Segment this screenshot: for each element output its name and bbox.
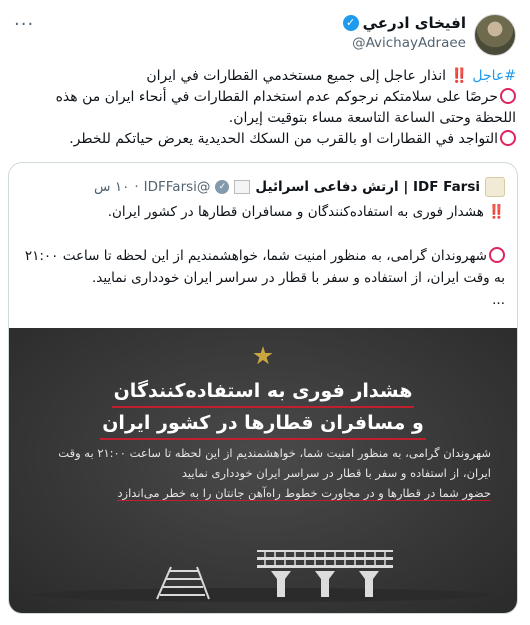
quoted-tweet[interactable] <box>8 162 518 614</box>
tweet-line-2-text: حرصًا على سلامتكم نرجوكم عدم استخدام القطارات في أنحاء ايران من هذه اللحظة وحتى الساعة التاسعة مساء بتوقيت إيران. <box>55 89 516 126</box>
verified-badge-icon: ✓ <box>343 15 359 31</box>
hashtag-link[interactable]: #عاجل <box>472 68 516 84</box>
image-title-line-2: و مسافران قطارها در کشور ایران <box>100 408 426 440</box>
quoted-line-2-text: شهروندان گرامی، به منظور امنیت شما، خواهشمندیم از این لحظه تا ساعت ۲۱:۰۰ به وقت ایران، از استفاده و سفر با قطار در سراسر ایران خودداری نمایید. <box>24 248 505 286</box>
more-dots-icon[interactable]: ··· <box>14 14 35 35</box>
tweet-line-2 <box>14 87 516 129</box>
gray-verified-badge-icon: ✓ <box>215 180 229 194</box>
author-name-row <box>343 14 466 32</box>
author-handle[interactable]: @AvichayAdraee <box>352 35 466 51</box>
image-body-line-3: حضور شما در قطارها و در مجاورت خطوط راه‌آهن جانتان را به خطر می‌اندازد <box>117 486 491 500</box>
quoted-image[interactable] <box>9 328 517 613</box>
red-circle-icon <box>489 247 505 263</box>
flag-icon <box>234 180 250 194</box>
red-circle-icon <box>500 88 516 104</box>
avatar[interactable] <box>474 14 516 56</box>
quoted-text <box>21 201 505 311</box>
tweet-header <box>0 10 530 60</box>
quoted-display-name[interactable]: IDF Farsi | ارتش دفاعی اسرائیل <box>255 179 480 195</box>
image-title <box>9 376 517 440</box>
quoted-tweet-header: IDF Farsi | ارتش دفاعی اسرائیل ✓ @IDFFarsi · ۱۰ س <box>94 177 505 197</box>
double-exclamation-icon: ‼️ <box>488 204 505 220</box>
quoted-line-1 <box>21 201 505 223</box>
quoted-time[interactable]: ۱۰ س <box>94 179 130 195</box>
quoted-handle[interactable]: @IDFFarsi <box>143 179 211 195</box>
image-title-line-1: هشدار فوری به استفاده‌کنندگان <box>112 376 415 408</box>
quoted-avatar[interactable] <box>485 177 505 197</box>
tweet-text <box>14 66 516 150</box>
image-body-line-2: ایران، از استفاده و سفر با قطار در سراسر ایران خودداری نمایید <box>181 466 491 480</box>
image-body-line-1: شهروندان گرامی، به منظور امنیت شما، خواهشمندیم از این لحظه تا ساعت ۲۱:۰۰ به وقت <box>58 446 491 460</box>
railway-track-icon <box>157 567 209 599</box>
tweet-line-1-text: انذار عاجل إلى جميع مستخدمي القطارات في ايران <box>146 68 447 84</box>
red-circle-icon <box>500 130 516 146</box>
tweet-line-1 <box>14 66 516 87</box>
quoted-line-2 <box>21 245 505 289</box>
bridge-icon <box>257 550 393 597</box>
idf-emblem-icon <box>249 346 277 368</box>
image-body <box>35 443 491 503</box>
railway-illustration <box>9 523 517 603</box>
author-display-name[interactable]: افیخای ادرعي <box>362 14 466 32</box>
quoted-ellipsis: ... <box>492 292 505 308</box>
tweet-line-3 <box>14 129 516 150</box>
tweet-line-3-text: التواجد في القطارات او بالقرب من السكك الحديدية يعرض حياتكم للخطر. <box>69 131 498 147</box>
double-exclamation-icon: ‼️ <box>450 68 468 84</box>
quoted-line-1-text: هشدار فوری به استفاده‌کنندگان و مسافران قطارها در کشور ایران. <box>107 204 484 220</box>
